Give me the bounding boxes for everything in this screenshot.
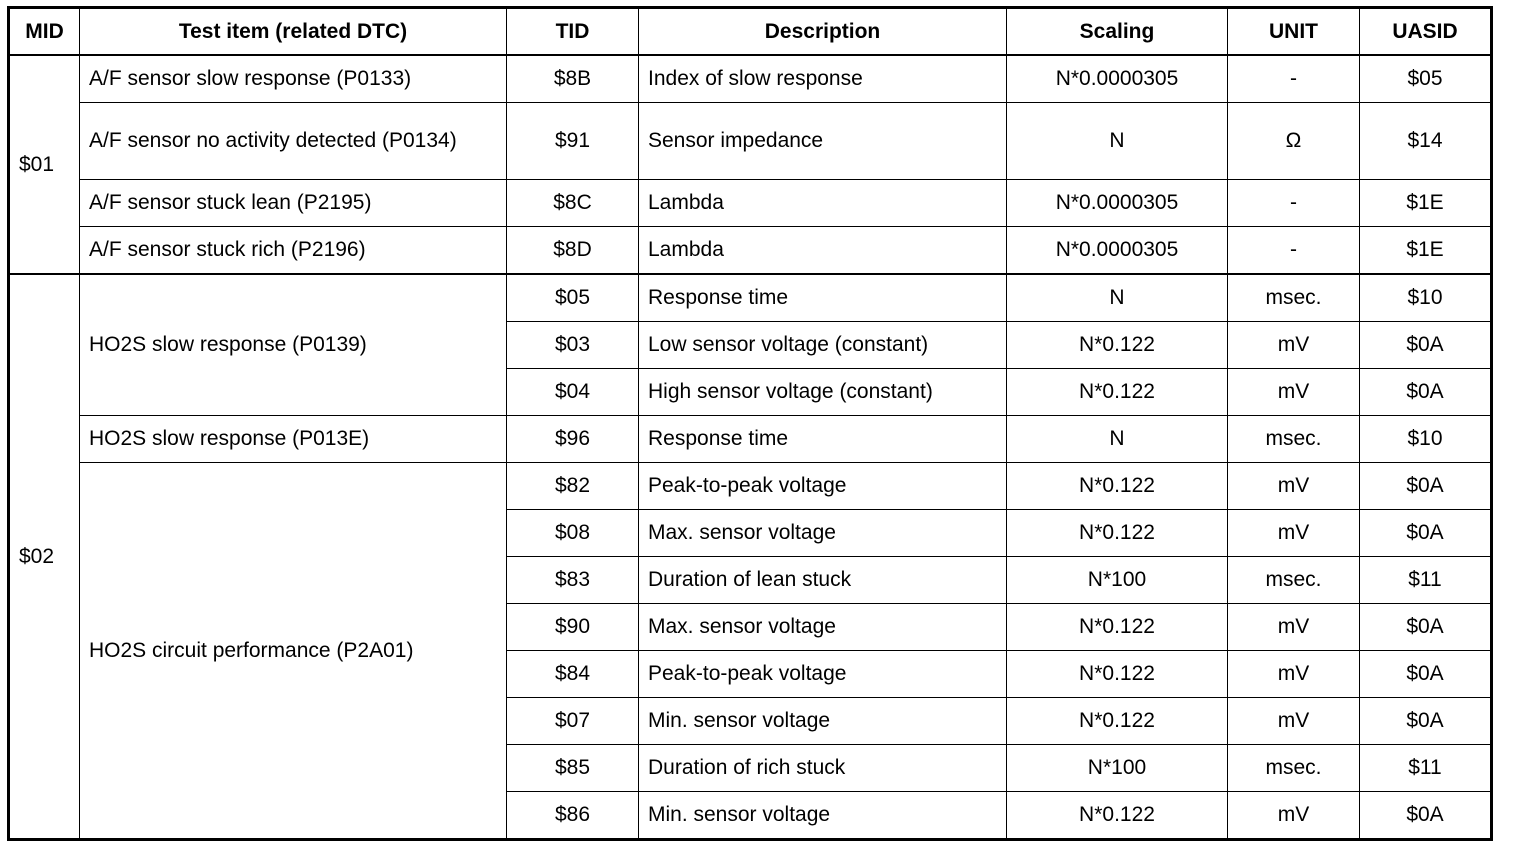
scaling-cell: N (1007, 103, 1228, 180)
uasid-cell: $0A (1360, 651, 1492, 698)
unit-cell: mV (1228, 651, 1360, 698)
unit-cell: msec. (1228, 274, 1360, 322)
uasid-cell: $10 (1360, 274, 1492, 322)
uasid-cell: $1E (1360, 180, 1492, 227)
tid-cell: $85 (507, 745, 639, 792)
test-item-cell: HO2S slow response (P013E) (80, 416, 507, 463)
table-row (9, 227, 1492, 275)
description-cell: Duration of lean stuck (639, 557, 1007, 604)
unit-cell: - (1228, 55, 1360, 103)
scaling-cell: N*0.122 (1007, 651, 1228, 698)
uasid-cell: $05 (1360, 55, 1492, 103)
scaling-cell: N*0.0000305 (1007, 227, 1228, 275)
unit-cell: mV (1228, 369, 1360, 416)
scaling-cell: N (1007, 274, 1228, 322)
scaling-cell: N*0.0000305 (1007, 180, 1228, 227)
unit-cell: mV (1228, 604, 1360, 651)
description-cell: Peak-to-peak voltage (639, 651, 1007, 698)
tid-cell: $82 (507, 463, 639, 510)
tid-cell: $8C (507, 180, 639, 227)
unit-cell: mV (1228, 792, 1360, 840)
uasid-cell: $0A (1360, 604, 1492, 651)
header-uasid: UASID (1360, 8, 1492, 56)
header-scaling: Scaling (1007, 8, 1228, 56)
description-cell: Response time (639, 416, 1007, 463)
table-row (9, 180, 1492, 227)
table-row (9, 55, 1492, 103)
scaling-cell: N*0.122 (1007, 792, 1228, 840)
tid-cell: $8B (507, 55, 639, 103)
table-row (9, 274, 1492, 322)
tid-cell: $07 (507, 698, 639, 745)
tid-cell: $05 (507, 274, 639, 322)
header-mid: MID (9, 8, 80, 56)
scaling-cell: N*0.122 (1007, 698, 1228, 745)
description-cell: High sensor voltage (constant) (639, 369, 1007, 416)
unit-cell: msec. (1228, 557, 1360, 604)
mid-cell: $01 (9, 55, 80, 274)
scaling-cell: N*0.0000305 (1007, 55, 1228, 103)
uasid-cell: $0A (1360, 463, 1492, 510)
description-cell: Min. sensor voltage (639, 698, 1007, 745)
description-cell: Lambda (639, 180, 1007, 227)
table-row (9, 416, 1492, 463)
unit-cell: mV (1228, 463, 1360, 510)
header-unit: UNIT (1228, 8, 1360, 56)
scaling-cell: N*0.122 (1007, 604, 1228, 651)
description-cell: Duration of rich stuck (639, 745, 1007, 792)
tid-cell: $96 (507, 416, 639, 463)
header-description: Description (639, 8, 1007, 56)
description-cell: Max. sensor voltage (639, 604, 1007, 651)
unit-cell: mV (1228, 698, 1360, 745)
table-row (9, 103, 1492, 180)
test-item-cell: A/F sensor stuck lean (P2195) (80, 180, 507, 227)
description-cell: Sensor impedance (639, 103, 1007, 180)
scaling-cell: N (1007, 416, 1228, 463)
tid-cell: $83 (507, 557, 639, 604)
unit-cell: - (1228, 227, 1360, 275)
uasid-cell: $1E (1360, 227, 1492, 275)
uasid-cell: $0A (1360, 369, 1492, 416)
scaling-cell: N*0.122 (1007, 510, 1228, 557)
test-item-cell: HO2S slow response (P0139) (80, 274, 507, 416)
uasid-cell: $0A (1360, 510, 1492, 557)
unit-cell: mV (1228, 510, 1360, 557)
header-test-item: Test item (related DTC) (80, 8, 507, 56)
description-cell: Peak-to-peak voltage (639, 463, 1007, 510)
mid-group-01 (9, 55, 1492, 274)
tid-cell: $90 (507, 604, 639, 651)
tid-cell: $04 (507, 369, 639, 416)
unit-cell: msec. (1228, 416, 1360, 463)
uasid-cell: $14 (1360, 103, 1492, 180)
monitor-test-table (7, 6, 1493, 841)
description-cell: Lambda (639, 227, 1007, 275)
scaling-cell: N*0.122 (1007, 322, 1228, 369)
table-header (9, 8, 1492, 56)
description-cell: Min. sensor voltage (639, 792, 1007, 840)
scaling-cell: N*0.122 (1007, 369, 1228, 416)
scaling-cell: N*100 (1007, 557, 1228, 604)
test-item-cell: HO2S circuit performance (P2A01) (80, 463, 507, 840)
unit-cell: mV (1228, 322, 1360, 369)
test-item-cell: A/F sensor slow response (P0133) (80, 55, 507, 103)
tid-cell: $84 (507, 651, 639, 698)
mid-cell: $02 (9, 274, 80, 840)
mid-group-02 (9, 274, 1492, 840)
uasid-cell: $0A (1360, 322, 1492, 369)
header-row (9, 8, 1492, 56)
tid-cell: $91 (507, 103, 639, 180)
description-cell: Max. sensor voltage (639, 510, 1007, 557)
uasid-cell: $0A (1360, 792, 1492, 840)
uasid-cell: $11 (1360, 557, 1492, 604)
uasid-cell: $10 (1360, 416, 1492, 463)
test-item-cell: A/F sensor no activity detected (P0134) (80, 103, 507, 180)
unit-cell: Ω (1228, 103, 1360, 180)
scaling-cell: N*0.122 (1007, 463, 1228, 510)
uasid-cell: $0A (1360, 698, 1492, 745)
description-cell: Low sensor voltage (constant) (639, 322, 1007, 369)
description-cell: Response time (639, 274, 1007, 322)
table-row (9, 463, 1492, 510)
description-cell: Index of slow response (639, 55, 1007, 103)
unit-cell: - (1228, 180, 1360, 227)
test-item-cell: A/F sensor stuck rich (P2196) (80, 227, 507, 275)
header-tid: TID (507, 8, 639, 56)
unit-cell: msec. (1228, 745, 1360, 792)
scaling-cell: N*100 (1007, 745, 1228, 792)
uasid-cell: $11 (1360, 745, 1492, 792)
tid-cell: $03 (507, 322, 639, 369)
tid-cell: $08 (507, 510, 639, 557)
tid-cell: $86 (507, 792, 639, 840)
tid-cell: $8D (507, 227, 639, 275)
